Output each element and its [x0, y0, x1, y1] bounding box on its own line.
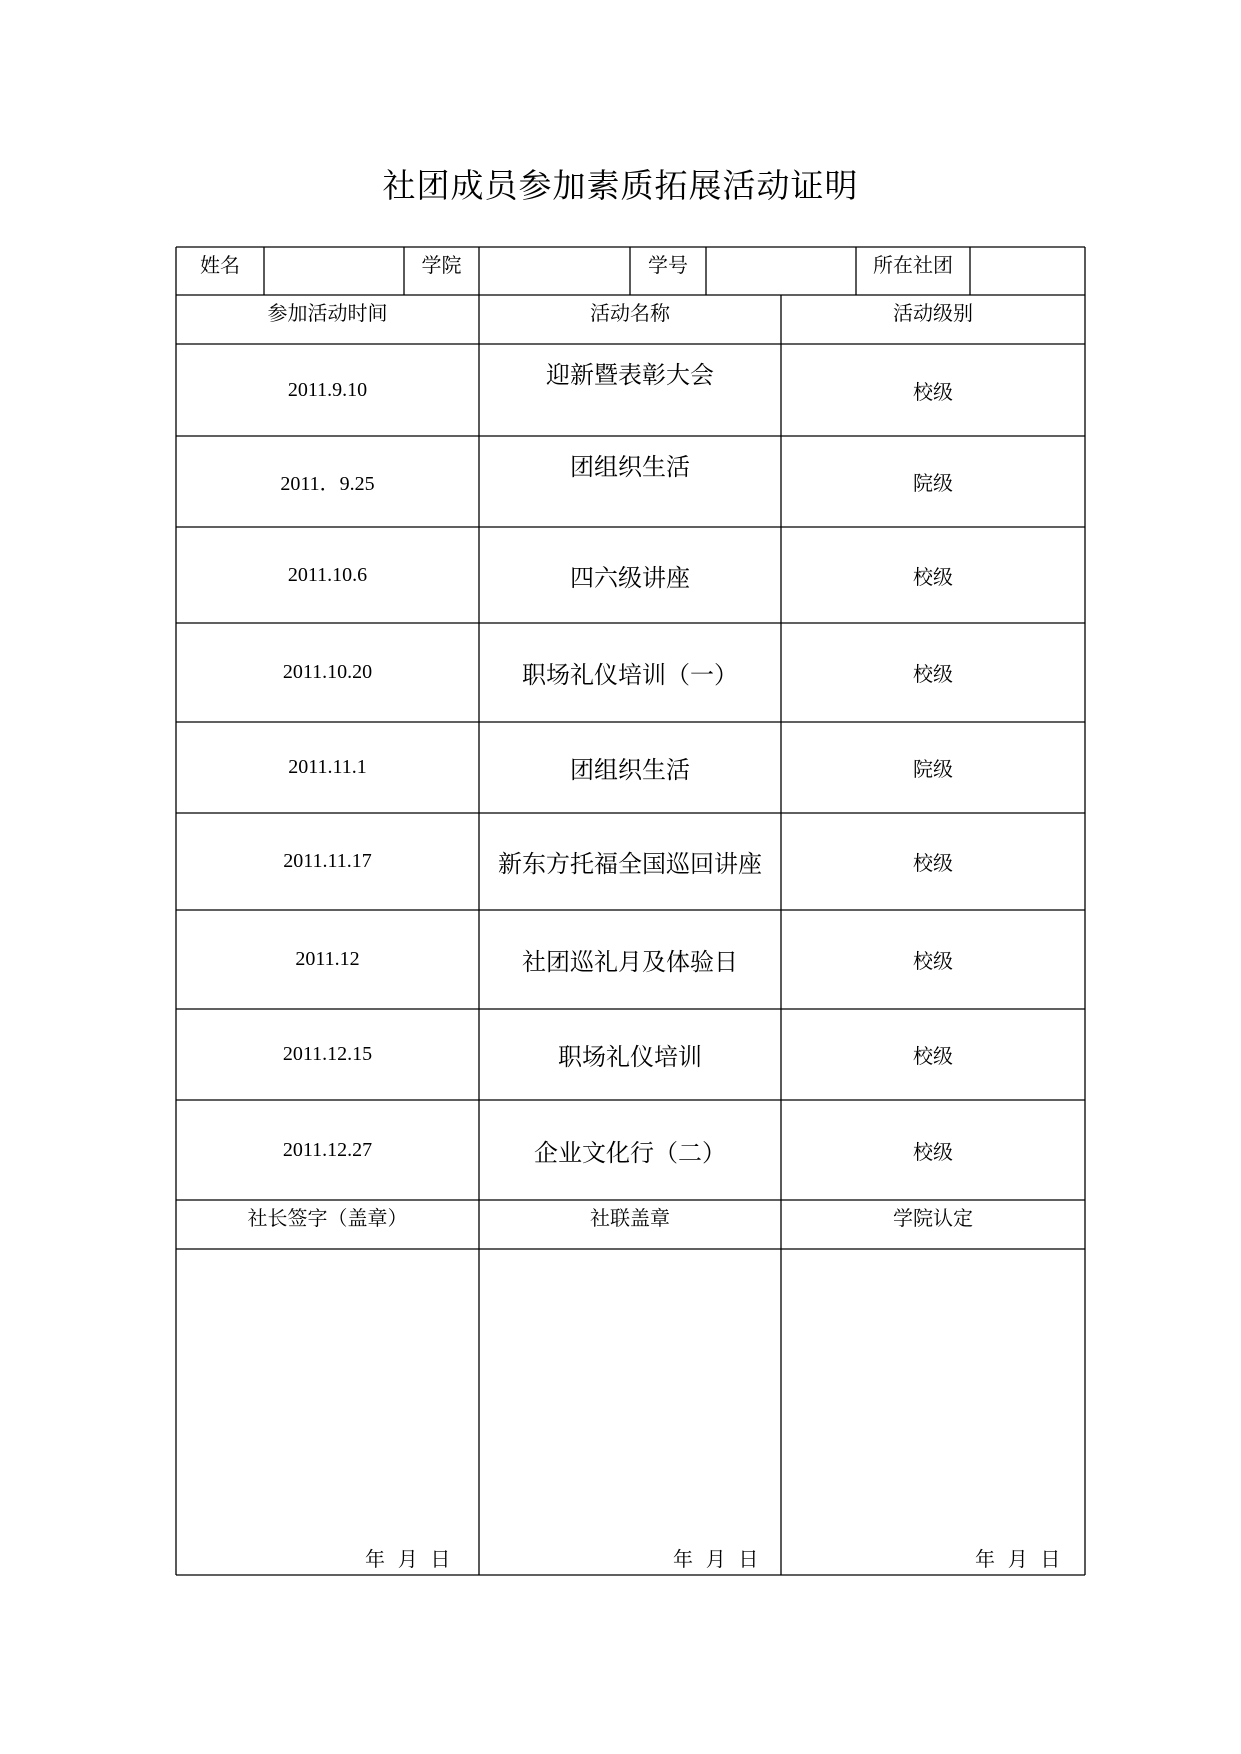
row-7-level: 校级 — [913, 949, 953, 973]
row-2-activity: 团组织生活 — [570, 452, 690, 481]
federation-seal-label: 社联盖章 — [590, 1205, 670, 1230]
college-label: 学院 — [421, 252, 462, 277]
student-id-label: 学号 — [648, 252, 688, 277]
row-5-activity: 团组织生活 — [570, 756, 690, 784]
college-date-line: 年 月 日 — [975, 1547, 1061, 1571]
row-5-level: 院级 — [913, 757, 953, 781]
college-approval-area[interactable] — [782, 1250, 1084, 1540]
row-1-date: 2011.9.10 — [287, 378, 368, 401]
row-9-level: 校级 — [913, 1139, 953, 1164]
federation-date-line: 年 月 日 — [673, 1547, 759, 1571]
column-header-level: 活动级别 — [893, 300, 973, 325]
row-6-level: 校级 — [913, 851, 953, 875]
name-field[interactable] — [265, 248, 403, 294]
row-7-date: 2011.12 — [295, 948, 360, 970]
row-8-level: 校级 — [913, 1044, 953, 1068]
row-7-activity: 社团巡礼月及体验日 — [522, 948, 738, 976]
row-3-level: 校级 — [913, 564, 953, 589]
president-signature-area[interactable] — [177, 1250, 478, 1540]
page-title: 社团成员参加素质拓展活动证明 — [382, 166, 859, 205]
president-date-line: 年 月 日 — [365, 1547, 451, 1571]
president-signature-label: 社长签字（盖章） — [247, 1205, 408, 1230]
college-approval-label: 学院认定 — [893, 1205, 973, 1230]
club-field[interactable] — [971, 248, 1084, 294]
row-3-activity: 四六级讲座 — [570, 563, 690, 592]
college-field[interactable] — [480, 248, 629, 294]
row-4-activity: 职场礼仪培训（一） — [522, 661, 738, 689]
row-3-date: 2011.10.6 — [287, 563, 368, 586]
column-header-time: 参加活动时间 — [267, 300, 388, 325]
row-1-activity: 迎新暨表彰大会 — [546, 360, 714, 389]
row-4-level: 校级 — [913, 662, 953, 686]
row-4-date: 2011.10.20 — [282, 661, 373, 683]
federation-seal-area[interactable] — [480, 1250, 780, 1540]
row-6-date: 2011.11.17 — [283, 850, 372, 872]
club-label: 所在社团 — [873, 252, 953, 277]
row-6-activity: 新东方托福全国巡回讲座 — [498, 850, 762, 878]
row-8-activity: 职场礼仪培训 — [558, 1043, 702, 1071]
name-label: 姓名 — [200, 252, 240, 277]
student-id-field[interactable] — [707, 248, 855, 294]
row-1-level: 校级 — [913, 379, 953, 404]
row-8-date: 2011.12.15 — [282, 1043, 373, 1065]
row-9-activity: 企业文化行（二） — [534, 1138, 726, 1167]
column-header-activity: 活动名称 — [590, 300, 670, 325]
row-2-level: 院级 — [913, 471, 953, 495]
row-5-date: 2011.11.1 — [288, 756, 367, 778]
row-2-date: 2011．9.25 — [280, 473, 375, 495]
row-9-date: 2011.12.27 — [282, 1138, 373, 1161]
